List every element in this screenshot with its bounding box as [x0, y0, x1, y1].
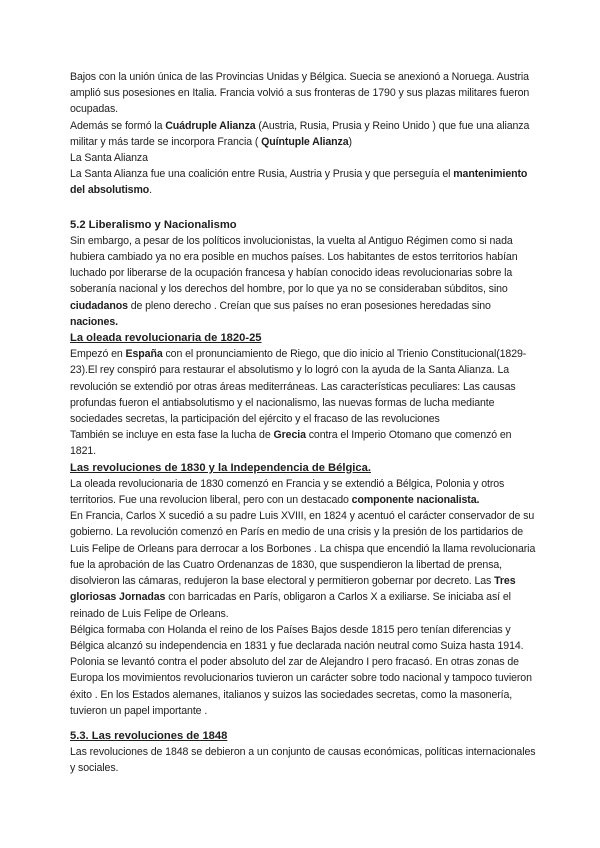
bold-term-ciudadanos: ciudadanos	[70, 299, 128, 312]
paragraph-grecia	[70, 427, 540, 459]
heading-5-3: 5.3. Las revoluciones de 1848	[70, 729, 228, 742]
text-run: .	[149, 184, 152, 197]
paragraph-santa-alianza-title: La Santa Alianza	[70, 152, 148, 165]
text-run: (Austria, Rusia, Prusia y Reino Unido ) que fue una alianza militar y más tarde se incorpora Francia (	[70, 119, 530, 148]
paragraph-congress-territories: Bajos con la unión única de las Provincias Unidas y Bélgica. Suecia se anexionó a Noruega. Austria amplió sus posesiones en Italia. Francia volvió a sus fronteras de 1790 y sus plazas militares fueron ocupadas.	[70, 71, 530, 116]
paragraph-oleada-1820	[70, 346, 540, 427]
paragraph-liberalismo	[70, 233, 540, 330]
heading-5-2: 5.2 Liberalismo y Nacionalismo	[70, 218, 237, 231]
text-run: )	[348, 135, 352, 148]
paragraph-belgica: Bélgica formaba con Holanda el reino de los Países Bajos desde 1815 pero tenían diferencias y Bélgica alcanzó su independencia en 1831 y fue declarada nación neutral como Suiza hasta 1914. Polonia se levantó contra el poder absoluto del zar de Alejandro I pero fracasó. En otras zonas de Europa los movimientos revolucionarios tuvieron un carácter sobre todo nacional y tampoco tuvieron éxito . En los Estados alemanes, italianos y suizos las sociedades secretas, como la masonería, tuvieron un papel importante .	[70, 623, 532, 717]
text-run: contra el Imperio Otomano que comenzó en 1821.	[70, 429, 512, 458]
text-run: En Francia, Carlos X sucedió a su padre Luis XVIII, en 1824 y acentuó el carácter conservador de su gobierno. La revolución comenzó en París en medio de una crisis y la presión de los partidarios de Luis Felipe de Orleans para derrocar a los Borbones . La chispa que encendió la llama revolucionaria fue la aprobación de las Cuatro Ordenanzas de 1830, que suspendieron la libertad de prensa, disolvieron las cámaras, redujeron la base electoral y permitieron gobernar por decreto. Las	[70, 510, 536, 588]
paragraph-oleada-1830	[70, 476, 540, 508]
text-run: Además se formó la	[70, 119, 166, 132]
heading-oleada-1820: La oleada revolucionaria de 1820-25	[70, 332, 262, 345]
spacer	[70, 199, 540, 217]
heading-revoluciones-1830: Las revoluciones de 1830 y la Independencia de Bélgica.	[70, 461, 371, 474]
bold-term-espana: España	[125, 348, 163, 361]
text-run: Empezó en	[70, 348, 126, 361]
bold-term-naciones: naciones.	[70, 315, 118, 328]
paragraph-francia-1830	[70, 508, 540, 621]
bold-term-quintuple-alianza: Quíntuple Alianza	[261, 135, 349, 148]
text-run: Sin embargo, a pesar de los políticos involucionistas, la vuelta al Antiguo Régimen como si nada hubiera cambiado ya no era posible en muchos países. Los habitantes de estos territorios habían luchado por liberarse de la ocupación francesa y habían conocido ideas revolucionarias sobre la soberanía nacional y los derechos del hombre, por lo que ya no se consideraban súbditos, sino	[70, 234, 518, 296]
paragraph-santa-alianza	[70, 166, 540, 198]
document-body	[70, 69, 540, 777]
text-run: La Santa Alianza fue una coalición entre Rusia, Austria y Prusia y que perseguía el	[70, 168, 454, 181]
paragraph-quadruple-alliance	[70, 118, 540, 150]
bold-term-grecia: Grecia	[273, 429, 306, 442]
bold-term-tres-gloriosas: Tres gloriosas Jornadas	[70, 575, 516, 604]
text-run: También se incluye en esta fase la lucha de	[70, 429, 274, 442]
text-run: con el pronunciamiento de Riego, que dio inicio al Trienio Constitucional(1829-23).El rey conspiró para restaurar el absolutismo y lo logró con la ayuda de la Santa Alianza. La revolución se extendió por otras áreas mediterráneas. Las características peculiares: Las causas profundas fueron el antiabsolutismo y el nacionalismo, las nuevas formas de lucha mediante sociedades secretas, la participación del ejército y el fracaso de las revoluciones	[70, 348, 527, 426]
text-run: La oleada revolucionaria de 1830 comenzó en Francia y se extendió a Bélgica, Polonia y otros territorios. Fue una revolucion liberal, pero con un destacado	[70, 477, 505, 507]
bold-term-componente-nacionalista: componente nacionalista.	[351, 494, 480, 507]
bold-term-cuadruple-alianza: Cuádruple Alianza	[165, 119, 256, 132]
spacer	[70, 719, 540, 728]
text-run: de pleno derecho . Creían que sus países no eran posesiones heredadas sino	[127, 299, 491, 312]
paragraph-1848: Las revoluciones de 1848 se debieron a un conjunto de causas económicas, políticas internacionales y sociales.	[70, 746, 536, 775]
text-run: con barricadas en París, obligaron a Carlos X a exiliarse. Se iniciaba así el reinado de Luis Felipe de Orleans.	[70, 591, 511, 620]
bold-term-absolutismo: mantenimiento del absolutismo	[70, 168, 528, 197]
